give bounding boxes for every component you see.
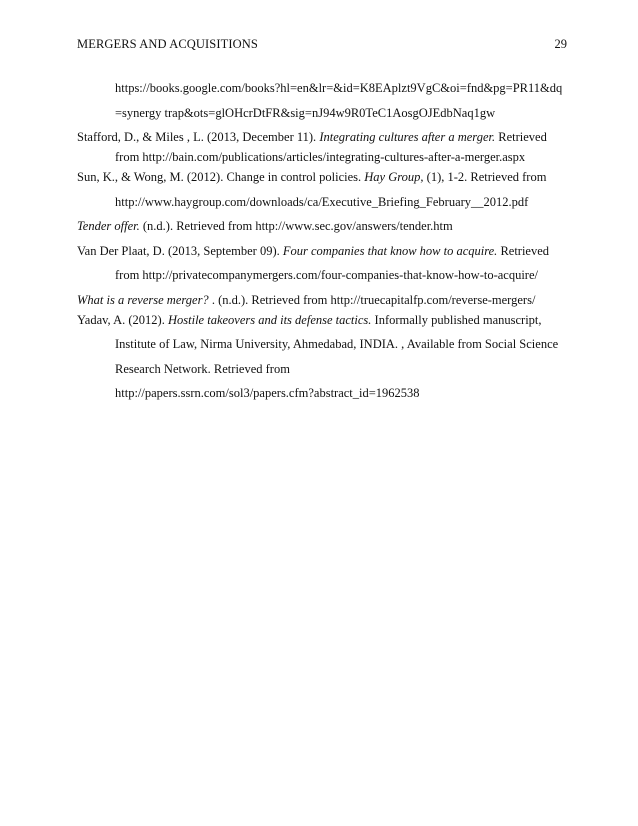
reference-text: Stafford, D., & Miles , L. (2013, December 11).	[77, 130, 320, 144]
reference-text: Sun, K., & Wong, M. (2012). Change in control policies.	[77, 170, 365, 184]
reference-line	[77, 360, 572, 385]
reference-title: Tender offer.	[77, 219, 140, 233]
reference-line	[77, 335, 572, 360]
reference-title: Integrating cultures after a merger.	[319, 130, 496, 144]
reference-entry-vanderplaat	[77, 242, 572, 267]
reference-text: Retrieved	[495, 130, 547, 144]
reference-journal: Hay Group,	[364, 170, 424, 184]
reference-entry-sun	[77, 168, 572, 193]
reference-text: Informally published manuscript,	[371, 312, 542, 327]
reference-line	[77, 104, 572, 129]
reference-title: What is a reverse merger?	[77, 292, 212, 307]
reference-line	[77, 266, 572, 291]
reference-text: Institute of Law, Nirma University, Ahmedabad, INDIA. , Available from Social Science	[115, 337, 559, 351]
reference-url: http://www.haygroup.com/downloads/ca/Executive_Briefing_February__2012.pdf	[115, 194, 529, 209]
reference-text: . (n.d.). Retrieved from http://truecapitalfp.com/reverse-mergers/	[211, 292, 536, 307]
reference-url: from http://bain.com/publications/articles/integrating-cultures-after-a-merger.aspx	[115, 150, 526, 164]
reference-title: Four companies that know how to acquire.	[282, 243, 498, 258]
running-head: MERGERS AND ACQUISITIONS	[77, 37, 258, 51]
reference-title: Hostile takeovers and its defense tactics.	[167, 312, 372, 327]
page-number: 29	[554, 37, 567, 51]
reference-line	[77, 79, 572, 104]
reference-text: Van Der Plaat, D. (2013, September 09).	[77, 243, 283, 258]
reference-text: Research Network. Retrieved from	[115, 361, 290, 376]
reference-entry-tender	[77, 217, 572, 242]
reference-url: https://books.google.com/books?hl=en&lr=&id=K8EAplzt9VgC&oi=fnd&pg=PR11&dq	[115, 81, 563, 95]
reference-entry-yadav	[77, 311, 572, 336]
reference-entry-reverse-merger	[77, 291, 572, 311]
reference-line	[77, 148, 572, 168]
reference-text: (n.d.). Retrieved from http://www.sec.gov/answers/tender.htm	[139, 219, 453, 233]
reference-line	[77, 193, 572, 218]
reference-url: =synergy trap&ots=glOHcrDtFR&sig=nJ94w9R0TeC1AosgOJEdbNaq1gw	[115, 105, 496, 120]
reference-line	[77, 384, 572, 409]
reference-url: http://papers.ssrn.com/sol3/papers.cfm?abstract_id=1962538	[115, 386, 420, 400]
reference-entry-stafford	[77, 128, 572, 148]
reference-text: Yadav, A. (2012).	[77, 312, 168, 327]
reference-text: (1), 1-2. Retrieved from	[423, 170, 547, 184]
reference-url: from http://privatecompanymergers.com/four-companies-that-know-how-to-acquire/	[115, 268, 538, 282]
page-header	[77, 37, 567, 53]
reference-list	[77, 79, 572, 409]
reference-text: Retrieved	[497, 243, 550, 258]
